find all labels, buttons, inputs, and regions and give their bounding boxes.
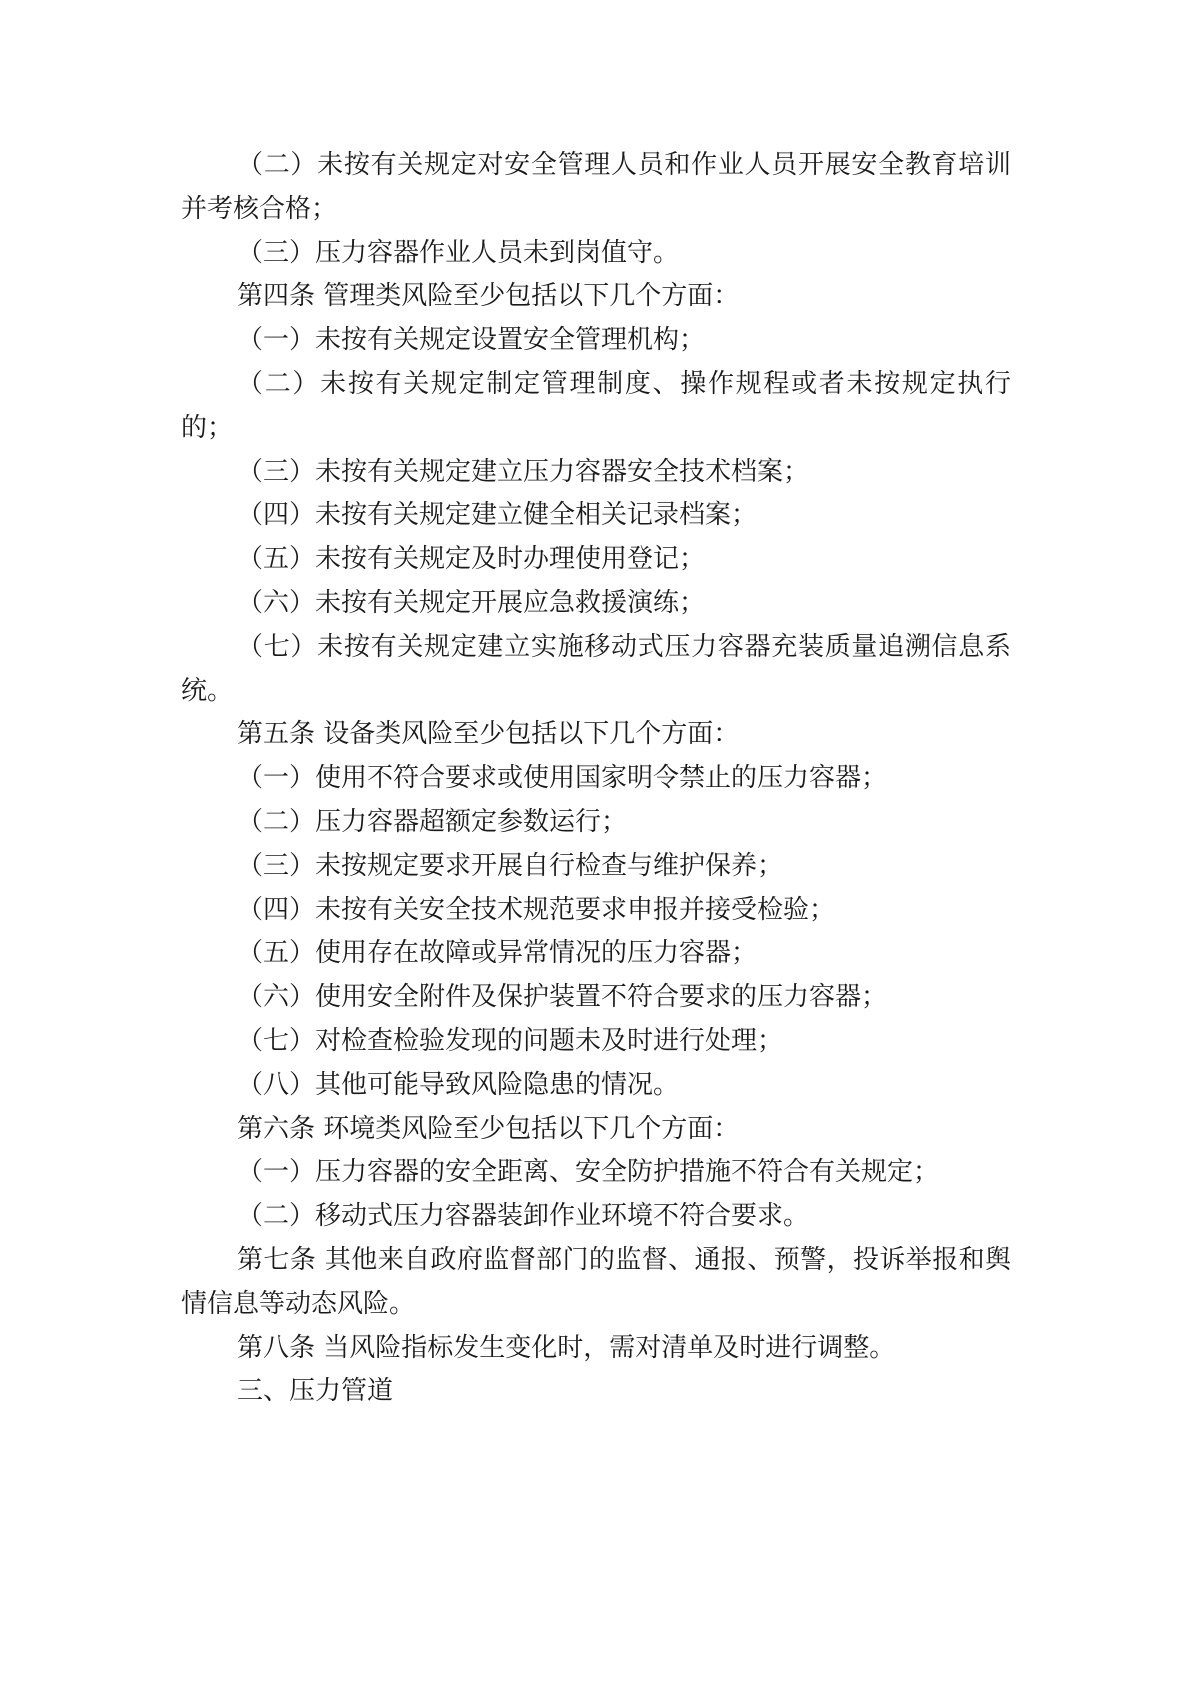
paragraph: （七）对检查检验发现的问题未及时进行处理； — [237, 1025, 784, 1056]
section-heading: 三、压力管道 — [237, 1376, 394, 1407]
paragraph: （三）压力容器作业人员未到岗值守。 — [237, 237, 680, 268]
paragraph: （六）未按有关规定开展应急救援演练； — [237, 587, 706, 618]
paragraph: （二）未按有关规定对安全管理人员和作业人员开展安全教育培训并考核合格； — [181, 150, 1011, 224]
paragraph: （五）未按有关规定及时办理使用登记； — [237, 544, 706, 575]
paragraph: （二）未按有关规定制定管理制度、操作规程或者未按规定执行的； — [181, 368, 1011, 443]
paragraph: （八）其他可能导致风险隐患的情况。 — [237, 1069, 680, 1100]
article-heading: 第四条 管理类风险至少包括以下几个方面： — [237, 281, 740, 312]
paragraph: （四）未按有关安全技术规范要求申报并接受检验； — [237, 894, 836, 925]
article-heading: 第八条 当风险指标发生变化时，需对清单及时进行调整。 — [237, 1332, 896, 1363]
article-heading: 第六条 环境类风险至少包括以下几个方面： — [237, 1113, 740, 1144]
paragraph: （一）压力容器的安全距离、安全防护措施不符合有关规定； — [237, 1157, 940, 1188]
paragraph: （二）压力容器超额定参数运行； — [237, 806, 628, 837]
paragraph: （一）未按有关规定设置安全管理机构； — [237, 325, 706, 356]
paragraph: （五）使用存在故障或异常情况的压力容器； — [237, 938, 758, 969]
paragraph: （七）未按有关规定建立实施移动式压力容器充装质量追溯信息系统。 — [181, 631, 1011, 706]
document-body — [181, 144, 1011, 1414]
paragraph: （一）使用不符合要求或使用国家明令禁止的压力容器； — [237, 763, 888, 794]
paragraph: （六）使用安全附件及保护装置不符合要求的压力容器； — [237, 982, 888, 1013]
paragraph: （二）移动式压力容器装卸作业环境不符合要求。 — [237, 1201, 810, 1232]
article-heading: 第七条 其他来自政府监督部门的监督、通报、预警，投诉举报和舆情信息等动态风险。 — [181, 1244, 1011, 1319]
paragraph: （四）未按有关规定建立健全相关记录档案； — [237, 500, 758, 531]
paragraph: （三）未按有关规定建立压力容器安全技术档案； — [237, 456, 810, 487]
paragraph: （三）未按规定要求开展自行检查与维护保养； — [237, 850, 784, 881]
article-heading: 第五条 设备类风险至少包括以下几个方面： — [237, 719, 740, 750]
